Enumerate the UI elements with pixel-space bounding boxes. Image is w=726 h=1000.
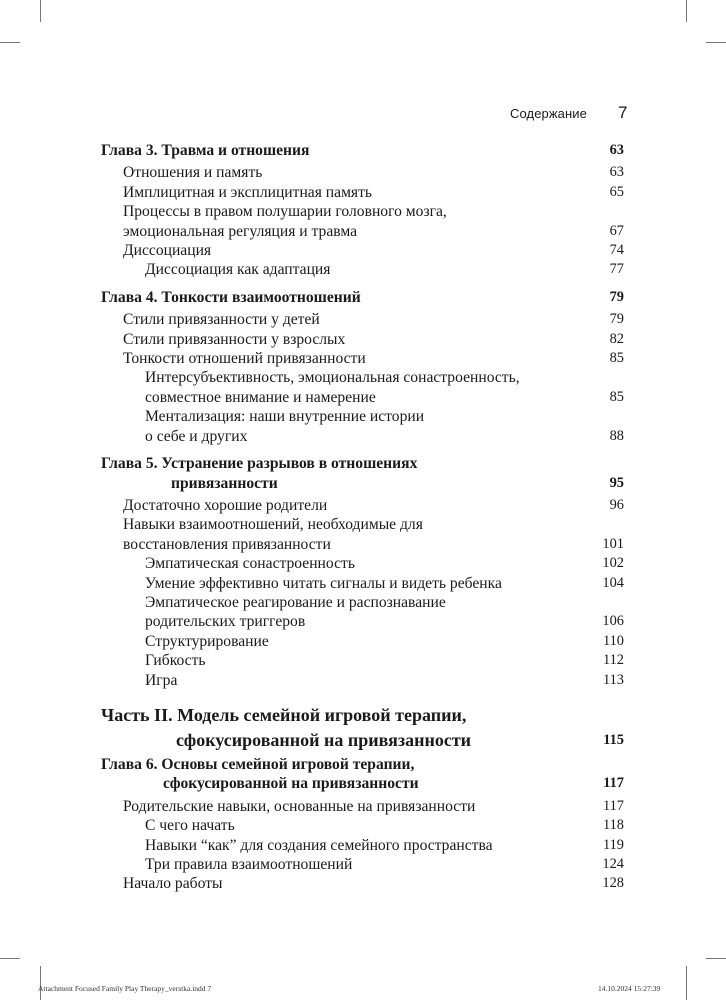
toc-chapter-4[interactable] bbox=[101, 288, 624, 307]
toc-subitem[interactable] bbox=[101, 632, 624, 651]
toc-item-title: Гибкость bbox=[145, 652, 206, 670]
toc-item-title-line1: Эмпатическое реагирование и распознавание bbox=[145, 593, 446, 611]
toc-page-number: 106 bbox=[602, 613, 624, 630]
toc-item[interactable] bbox=[101, 797, 624, 816]
toc-item-title: Эмпатическая сонастроенность bbox=[145, 555, 355, 573]
toc-page-number: 63 bbox=[609, 142, 624, 158]
toc-item-title: Диссоциация как адаптация bbox=[145, 261, 331, 279]
toc-item[interactable] bbox=[101, 202, 624, 241]
toc-item-title: Диссоциация bbox=[123, 242, 212, 260]
toc-page-number: 77 bbox=[609, 261, 624, 278]
toc-page-number: 128 bbox=[602, 875, 624, 892]
toc-page-number: 79 bbox=[609, 288, 624, 305]
toc-item-title: Тонкости отношений привязанности bbox=[123, 350, 366, 368]
toc-subitem[interactable] bbox=[101, 554, 624, 573]
toc-page-number: 102 bbox=[602, 555, 624, 572]
toc-page-number: 96 bbox=[609, 496, 624, 513]
toc-item[interactable] bbox=[101, 496, 624, 515]
toc-item[interactable] bbox=[101, 163, 624, 182]
toc-item-title: Стили привязанности у детей bbox=[123, 311, 320, 329]
toc-part-title-line1: Часть II. Модель семейной игровой терапии, bbox=[101, 704, 467, 725]
toc-page-number: 110 bbox=[602, 632, 624, 649]
toc-chapter-title: Глава 3. Травма и отношения bbox=[101, 142, 310, 159]
toc-subitem[interactable] bbox=[101, 574, 624, 593]
table-of-contents bbox=[101, 141, 624, 894]
toc-item[interactable] bbox=[101, 241, 624, 260]
toc-page-number: 113 bbox=[602, 671, 624, 688]
toc-page-number: 119 bbox=[602, 836, 624, 853]
toc-page-number: 85 bbox=[609, 350, 624, 367]
toc-subitem[interactable] bbox=[101, 836, 624, 855]
toc-item[interactable] bbox=[101, 349, 624, 368]
toc-item-title: Отношения и память bbox=[123, 164, 263, 182]
toc-item-title: Умение эффективно читать сигналы и видеть ребенка bbox=[145, 574, 502, 592]
toc-page-number: 65 bbox=[609, 183, 624, 200]
toc-item-title-line2: родительских триггеров bbox=[145, 613, 306, 631]
toc-chapter-3[interactable] bbox=[101, 141, 624, 160]
toc-item-title-line2: восстановления привязанности bbox=[123, 535, 331, 553]
toc-page-number: 63 bbox=[609, 164, 624, 181]
toc-item-title: Начало работы bbox=[123, 875, 223, 893]
toc-part-2[interactable] bbox=[101, 703, 624, 753]
toc-item[interactable] bbox=[101, 330, 624, 349]
crop-mark bbox=[706, 958, 726, 959]
toc-item-title-line1: Навыки взаимоотношений, необходимые для bbox=[123, 516, 423, 534]
toc-page-number: 117 bbox=[603, 775, 624, 792]
toc-item-title: С чего начать bbox=[145, 817, 235, 835]
toc-item-title: Достаточно хорошие родители bbox=[123, 496, 328, 514]
crop-mark bbox=[686, 966, 687, 1000]
toc-item-title: Имплицитная и эксплицитная память bbox=[123, 183, 373, 201]
toc-subitem[interactable] bbox=[101, 651, 624, 670]
toc-page-number: 88 bbox=[609, 427, 624, 444]
crop-mark bbox=[40, 0, 41, 22]
toc-page-number: 79 bbox=[609, 311, 624, 328]
toc-item-title: Три правила взаимоотношений bbox=[145, 856, 353, 873]
toc-item-title: Навыки “как” для создания семейного пространства bbox=[145, 836, 493, 854]
toc-page-number: 115 bbox=[603, 731, 624, 748]
toc-subitem[interactable] bbox=[101, 368, 624, 407]
toc-item-title-line1: Ментализация: наши внутренние истории bbox=[145, 408, 425, 426]
crop-mark bbox=[686, 0, 687, 22]
toc-page-number: 104 bbox=[602, 574, 624, 591]
toc-chapter-5[interactable] bbox=[101, 454, 624, 493]
slug-file-name: Attachment Focused Family Play Therapy_verstka.indd 7 bbox=[38, 984, 212, 993]
page-number: 7 bbox=[618, 103, 628, 122]
toc-chapter-6[interactable] bbox=[101, 755, 624, 794]
toc-page-number: 74 bbox=[609, 242, 624, 259]
crop-mark bbox=[0, 958, 20, 959]
toc-item-title-line1: Интерсубъективность, эмоциональная сонастроенность, bbox=[145, 369, 520, 387]
toc-item-title: Игра bbox=[145, 671, 178, 689]
toc-chapter-title-line1: Глава 6. Основы семейной игровой терапии, bbox=[101, 755, 415, 773]
toc-item-title-line2: эмоциональная регуляция и травма bbox=[123, 222, 358, 240]
toc-item-title-line2: совместное внимание и намерение bbox=[145, 388, 376, 406]
toc-chapter-title: Глава 4. Тонкости взаимоотношений bbox=[101, 288, 361, 306]
toc-item[interactable] bbox=[101, 310, 624, 329]
toc-subitem[interactable] bbox=[101, 260, 624, 279]
toc-page-number: 67 bbox=[609, 222, 624, 239]
toc-chapter-title-line1: Глава 5. Устранение разрывов в отношениях bbox=[101, 455, 418, 473]
toc-chapter-title-line2: привязанности bbox=[171, 474, 278, 492]
running-head-title: Содержание bbox=[510, 106, 587, 121]
toc-item-title-line2: о себе и других bbox=[145, 427, 248, 445]
toc-item-title: Стили привязанности у взрослых bbox=[123, 330, 346, 348]
crop-mark bbox=[0, 42, 20, 43]
toc-item[interactable] bbox=[101, 515, 624, 554]
toc-page-number: 95 bbox=[609, 474, 624, 491]
toc-part-title-line2: сфокусированной на привязанности bbox=[176, 729, 472, 750]
toc-subitem[interactable] bbox=[101, 671, 624, 690]
toc-item-title: Родительские навыки, основанные на привязанности bbox=[123, 797, 476, 815]
toc-page-number: 118 bbox=[602, 817, 624, 834]
toc-page-number: 101 bbox=[602, 535, 624, 552]
toc-chapter-title-line2: сфокусированной на привязанности bbox=[163, 775, 419, 793]
slug-timestamp: 14.10.2024 15:27:39 bbox=[598, 984, 661, 993]
toc-page-number: 112 bbox=[602, 652, 624, 669]
toc-subitem[interactable] bbox=[101, 855, 624, 874]
crop-mark bbox=[706, 42, 726, 43]
crop-mark bbox=[40, 966, 41, 1000]
toc-subitem[interactable] bbox=[101, 593, 624, 632]
toc-subitem[interactable] bbox=[101, 407, 624, 446]
toc-page-number: 117 bbox=[602, 797, 624, 814]
running-head bbox=[0, 104, 726, 124]
toc-page-number: 85 bbox=[609, 388, 624, 405]
toc-page-number: 82 bbox=[609, 330, 624, 347]
toc-item-title-line1: Процессы в правом полушарии головного мозга, bbox=[123, 203, 447, 221]
toc-item[interactable] bbox=[101, 874, 624, 893]
toc-page-number: 124 bbox=[602, 856, 624, 872]
toc-item-title: Структурирование bbox=[145, 632, 269, 650]
toc-item[interactable] bbox=[101, 183, 624, 202]
toc-subitem[interactable] bbox=[101, 816, 624, 835]
